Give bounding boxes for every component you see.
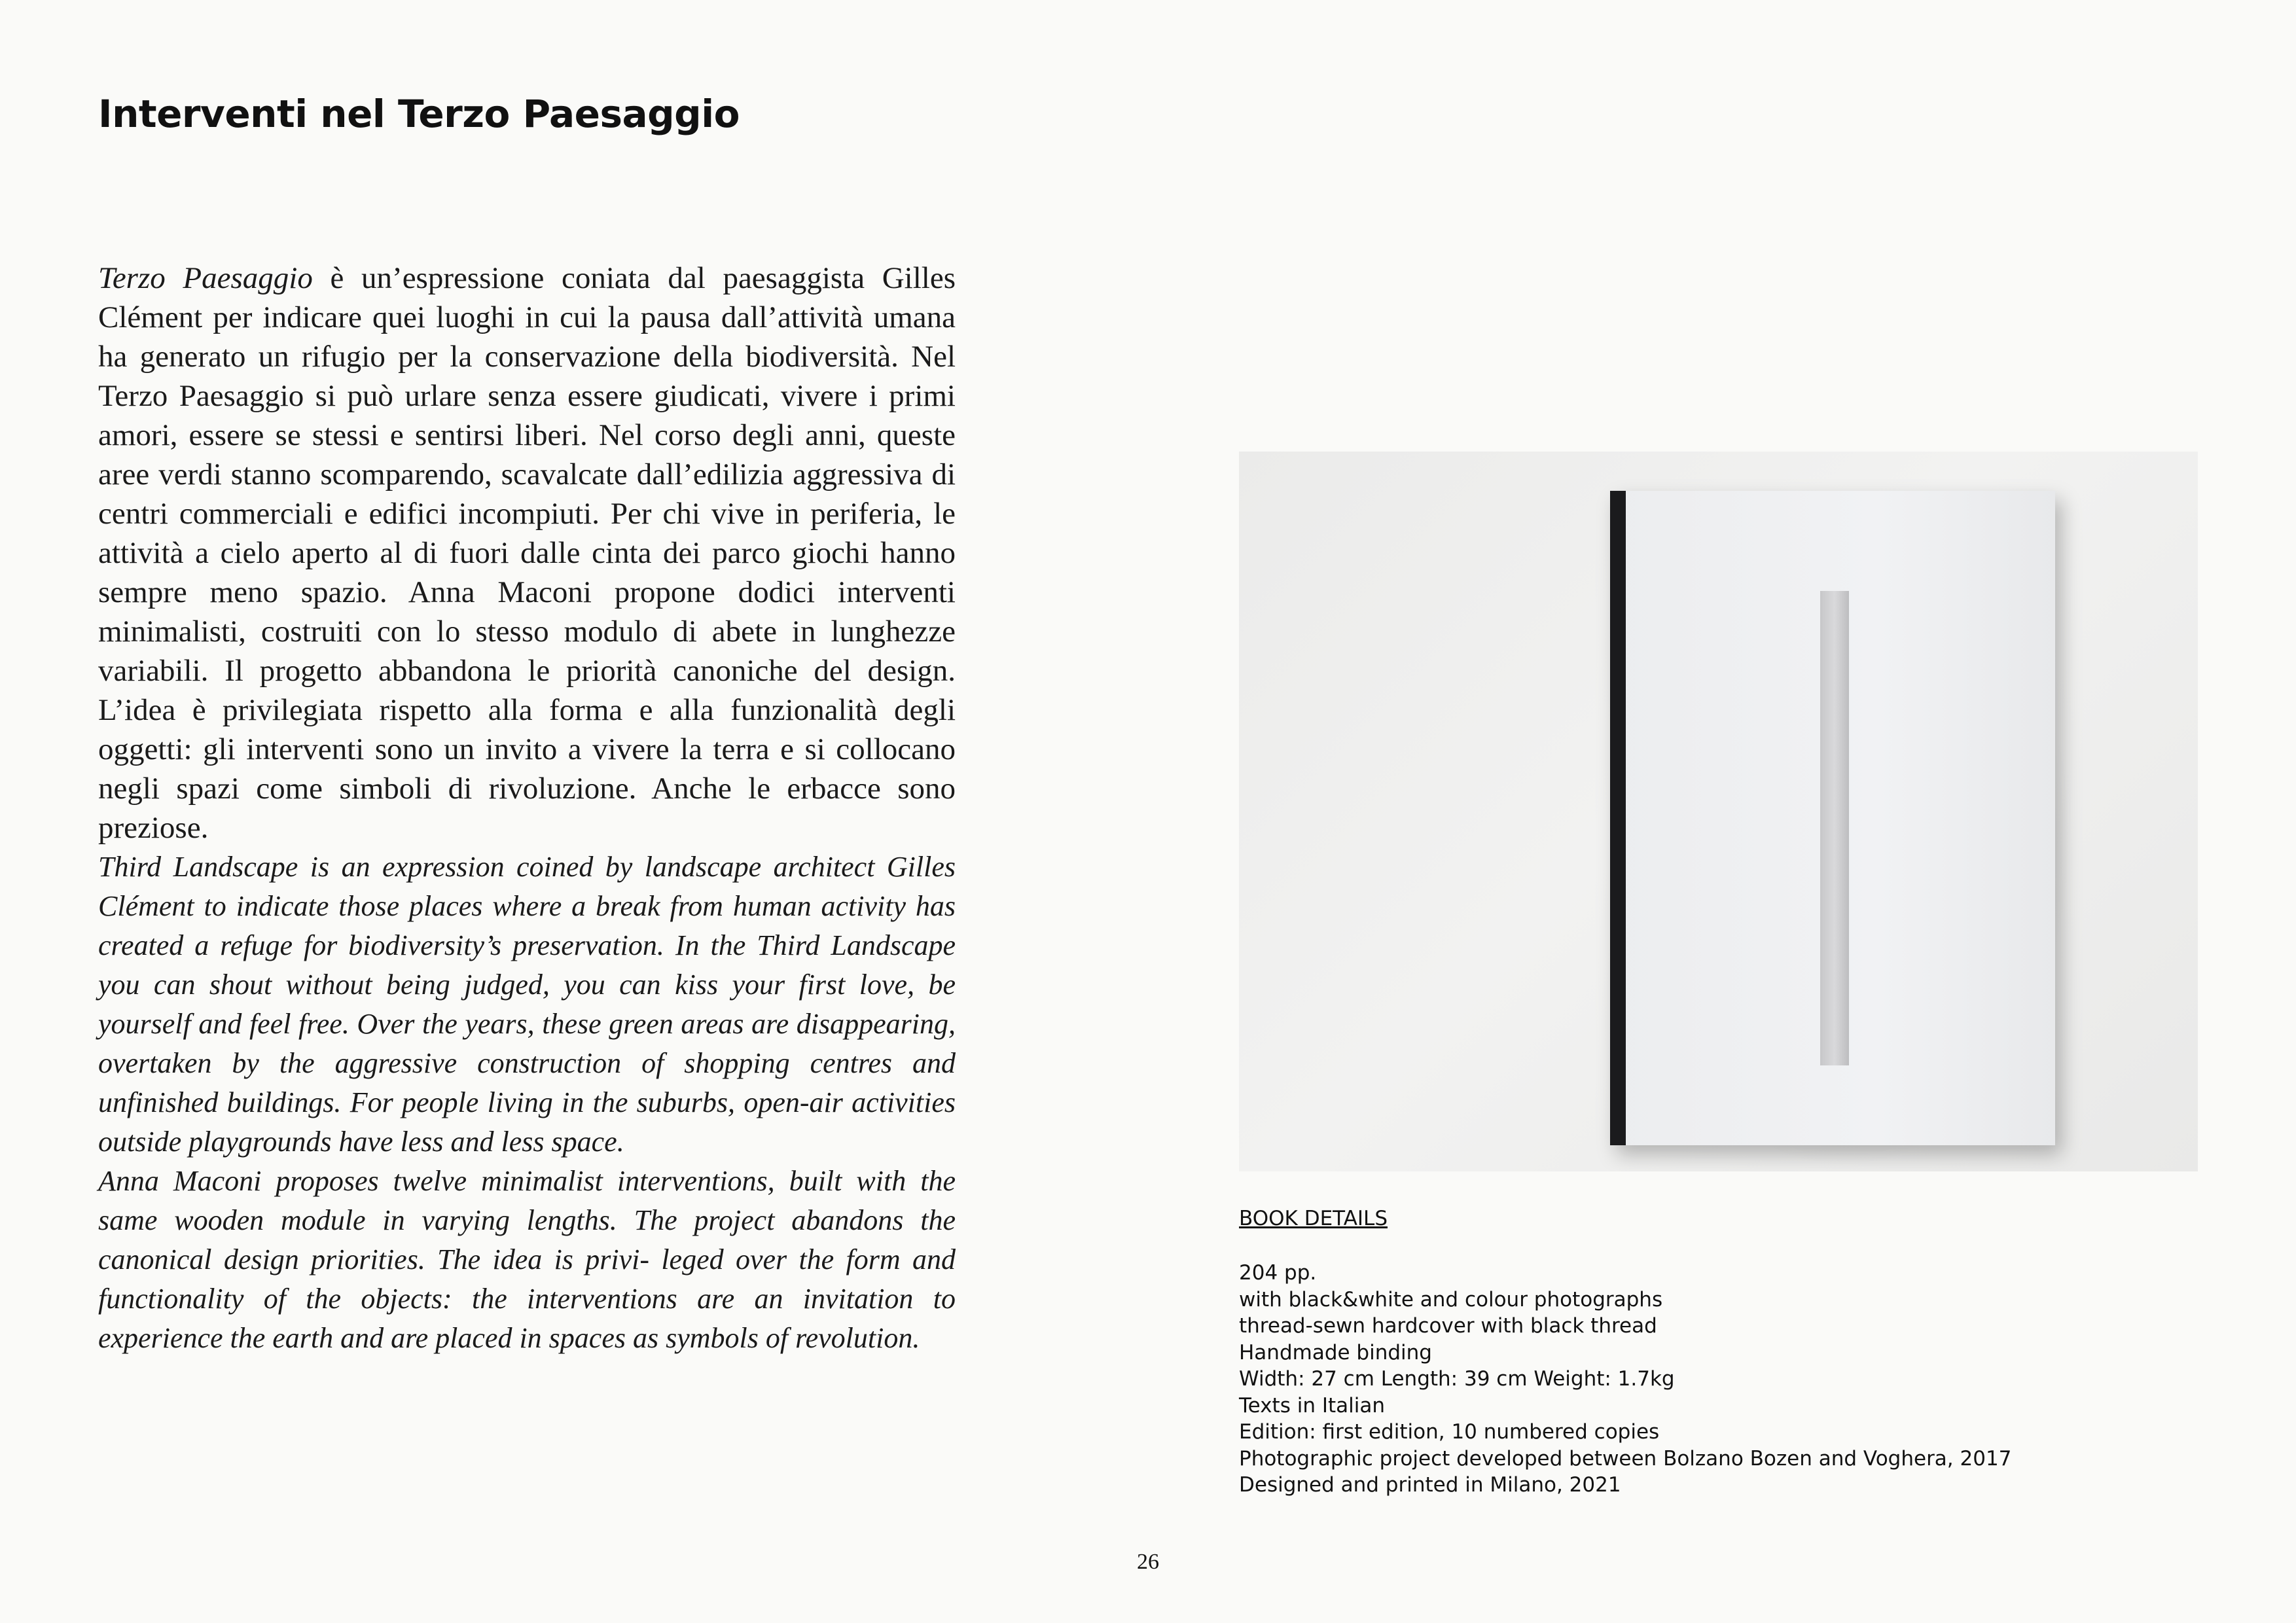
book-details-list [1239,1260,2011,1499]
italian-text-body: è un’espressione coniata dal paesaggista Gilles Clément per indicare quei luoghi in cui la pausa dall’attività umana ha generato un rifugio per la conservazione della biodiversità. Nel Terzo Paesaggio si può urlare senza essere giudicati, vivere i primi amori, essere se stessi e sentirsi liberi. Nel corso degli anni, queste aree verdi stanno scomparendo, scavalcate dall’edilizia aggressiva di centri commerciali e edifici incompiuti. Per chi vive in periferia, le attività a cielo aperto al di fuori dalle cinta dei parco giochi hanno sempre meno spazio. Anna Maconi propone dodici interventi minimalisti, costruiti con lo stesso modulo di abete in lunghezze variabili. Il progetto abbandona le priorità canoniche del design. L’idea è privilegiata rispetto alla forma e alla funzionalità degli oggetti: gli interventi sono un invito a vivere la terra e si collocano negli spazi come simboli di rivoluzione. Anche le erbacce sono preziose. [98,261,956,845]
book-details-heading: BOOK DETAILS [1239,1207,1388,1230]
page-number: 26 [1137,1550,1159,1574]
book-photo [1239,452,2198,1171]
page-title: Interventi nel Terzo Paesaggio [98,92,740,136]
italian-lead: Terzo Paesaggio [98,261,313,295]
english-text [98,847,956,1358]
book-details-item: Width: 27 cm Length: 39 cm Weight: 1.7kg [1239,1367,1675,1391]
book-details-item: thread-sewn hardcover with black thread [1239,1314,1657,1338]
cover-strip [1820,591,1849,1065]
book-details-item: 204 pp. [1239,1261,1317,1285]
book-spine [1610,491,1626,1145]
book-details-item: Designed and printed in Milano, 2021 [1239,1473,1621,1497]
book-details-item: Photographic project developed between Bolzano Bozen and Voghera, 2017 [1239,1446,2012,1471]
book-details-item: Handmade binding [1239,1340,1432,1364]
english-paragraph-2: Anna Maconi proposes twelve minimalist interventions, built with the same wooden module in varying lengths. The project abandons the canonical design priorities. The idea is privi- leged over the form and functionality of the objects: the interventions are an invitation to experience the earth and are placed in spaces as symbols of revolution. [98,1165,956,1354]
book-details-item: Edition: first edition, 10 numbered copies [1239,1420,1660,1444]
book-cover [1610,491,2055,1145]
book-details-item: Texts in Italian [1239,1393,1385,1418]
italian-text [98,259,956,847]
book-details-item: with black&white and colour photographs [1239,1287,1663,1311]
english-paragraph-1: Third Landscape is an expression coined by landscape architect Gilles Clément to indicate those places where a break from human activity has created a refuge for biodiversity’s preservation. In the Third Landscape you can shout without being judged, you can kiss your first love, be yourself and feel free. Over the years, these green areas are disappearing, overtaken by the aggressive construction of shopping centres and unfinished buildings. For people living in the suburbs, open-air activities outside playgrounds have less and less space. [98,851,956,1158]
